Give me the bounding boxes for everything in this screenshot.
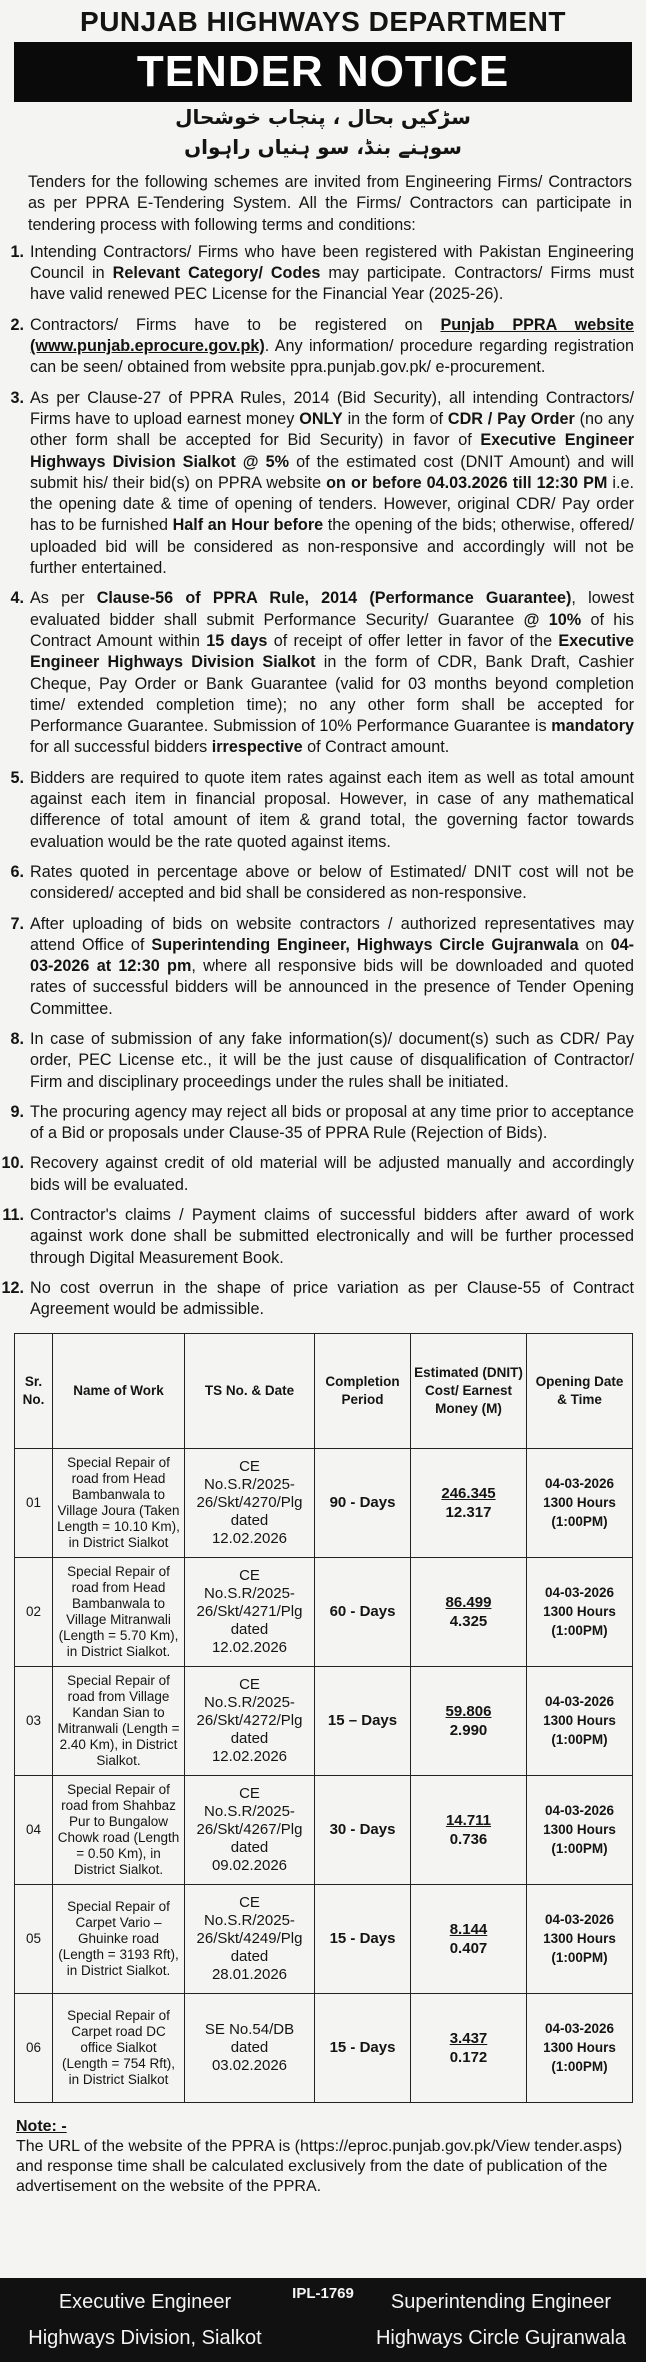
cell-period: 60 - Days xyxy=(315,1557,411,1666)
ts-line: 28.01.2026 xyxy=(211,1965,288,1983)
clause-text: Intending Contractors/ Firms who have been registered with Pakistan Engineering Council in Relevant Category/ Codes may participate. Contractors/ Firms must have valid renewed PEC License for the Financial Year (2025-26). xyxy=(30,242,634,304)
clause-item xyxy=(0,1205,634,1269)
ts-line: dated xyxy=(230,1729,269,1747)
ts-line: No.S.R/2025-26/Skt/4249/Plg xyxy=(196,1911,303,1947)
tender-notice-title: TENDER NOTICE xyxy=(14,42,632,102)
opening-hours: 1300 Hours xyxy=(543,1495,616,1511)
cell-cost xyxy=(411,1557,527,1666)
col-header-cost: Estimated (DNIT) Cost/ Earnest Money (M) xyxy=(411,1333,527,1448)
opening-time: (1:00PM) xyxy=(551,1841,608,1857)
ts-line: 12.02.2026 xyxy=(211,1638,288,1656)
opening-time: (1:00PM) xyxy=(551,1732,608,1748)
urdu-slogan-line-2: سوہنے بنڈ، سو ہنیاں راہواں xyxy=(184,135,462,159)
cell-opening xyxy=(527,1448,633,1557)
signatory-office: Highways Circle Gujranwala xyxy=(375,2327,627,2349)
opening-time: (1:00PM) xyxy=(551,1514,608,1530)
department-name: PUNJAB HIGHWAYS DEPARTMENT xyxy=(80,6,566,37)
estimated-cost: 8.144 xyxy=(449,1920,488,1938)
opening-date: 04-03-2026 xyxy=(544,2021,615,2037)
estimated-cost: 59.806 xyxy=(445,1702,492,1720)
clause-item xyxy=(0,242,634,306)
clause-item xyxy=(0,388,634,580)
col-header-ts: TS No. & Date xyxy=(185,1333,315,1448)
estimated-cost: 3.437 xyxy=(449,2029,488,2047)
cell-cost xyxy=(411,1884,527,1993)
earnest-money: 0.407 xyxy=(449,1939,488,1957)
cell-period: 15 - Days xyxy=(315,1993,411,2102)
cell-cost xyxy=(411,1448,527,1557)
cell-work: Special Repair of road from Village Kandan Sian to Mitranwali (Length = 2.40 Km), in District Sialkot. xyxy=(53,1666,185,1775)
cell-period: 15 – Days xyxy=(315,1666,411,1775)
table-row xyxy=(15,1448,633,1557)
cell-sr: 04 xyxy=(15,1775,53,1884)
clause-number: 3. xyxy=(10,388,24,407)
cell-work: Special Repair of road from Head Bambanwala to Village Joura (Taken Length = 10.10 Km), in District Sialkot xyxy=(53,1448,185,1557)
clause-text: Rates quoted in percentage above or below of Estimated/ DNIT cost will not be considered/ accepted and bid shall be considered as non-responsive. xyxy=(30,862,634,903)
cell-opening xyxy=(527,1775,633,1884)
clause-item xyxy=(0,1153,634,1196)
table-row xyxy=(15,1775,633,1884)
opening-time: (1:00PM) xyxy=(551,1623,608,1639)
clause-number: 6. xyxy=(10,862,24,881)
cell-period: 15 - Days xyxy=(315,1884,411,1993)
cell-ts xyxy=(185,1557,315,1666)
cell-work: Special Repair of road from Head Bambanwala to Village Mitranwali (Length = 5.70 Km), in District Sialkot. xyxy=(53,1557,185,1666)
clause-text: Bidders are required to quote item rates against each item as well as total amount against each item in financial proposal. However, in case of any mathematical difference of total amount of item & grand total, the governing factor towards evaluation would be the rate quoted against items. xyxy=(30,768,634,851)
opening-hours: 1300 Hours xyxy=(543,1604,616,1620)
cell-ts xyxy=(185,1448,315,1557)
table-row xyxy=(15,1884,633,1993)
clause-text: Recovery against credit of old material will be adjusted manually and accordingly bids will be evaluated. xyxy=(30,1154,634,1194)
signatory-title: Superintending Engineer xyxy=(390,2291,612,2313)
earnest-money: 0.172 xyxy=(449,2048,488,2066)
cell-work: Special Repair of road from Shahbaz Pur to Bungalow Chowk road (Length = 0.50 Km), in District Sialkot. xyxy=(53,1775,185,1884)
cell-cost xyxy=(411,1666,527,1775)
earnest-money: 12.317 xyxy=(445,1503,492,1521)
clause-item xyxy=(0,1278,634,1321)
opening-date: 04-03-2026 xyxy=(544,1803,615,1819)
estimated-cost: 86.499 xyxy=(445,1593,492,1611)
opening-date: 04-03-2026 xyxy=(544,1694,615,1710)
earnest-money: 2.990 xyxy=(449,1721,488,1739)
cell-work: Special Repair of Carpet road DC office Sialkot (Length = 754 Rft), in District Sialkot xyxy=(53,1993,185,2102)
opening-time: (1:00PM) xyxy=(551,1950,608,1966)
estimated-cost: 246.345 xyxy=(441,1484,496,1502)
earnest-money: 0.736 xyxy=(449,1830,488,1848)
clause-text: As per Clause-27 of PPRA Rules, 2014 (Bid Security), all intending Contractors/ Firms have to upload earnest money ONLY in the form of CDR / Pay Order (no any other form shall be accepted for Bid Security) in favor of Executive Engineer Highways Division Sialkot @ 5% of the estimated cost (DNIT Amount) and will submit his/ their bid(s) on PPRA website on or before 04.03.2026 till 12:30 PM i.e. the opening date & time of opening of tenders. However, original CDR/ Pay order has to be furnished Half an Hour before the opening of the bids; otherwise, offered/ uploaded bid will be considered as non-responsive and accordingly will not be further entertained. xyxy=(30,388,635,578)
works-table xyxy=(14,1333,633,2103)
cell-opening xyxy=(527,1993,633,2102)
clause-number: 5. xyxy=(10,768,24,787)
ts-line: dated xyxy=(230,1511,269,1529)
cell-opening xyxy=(527,1666,633,1775)
ts-line: 12.02.2026 xyxy=(211,1747,288,1765)
cell-opening xyxy=(527,1557,633,1666)
clause-text: After uploading of bids on website contractors / authorized representatives may attend Office of Superintending Engineer, Highways Circle Gujranwala on 04-03-2026 at 12:30 pm, where all responsive bids will be downloaded and quoted rates of successful bidders will be announced in the presence of Tender Opening Committee. xyxy=(30,914,634,1018)
opening-date: 04-03-2026 xyxy=(544,1912,615,1928)
ts-line: CE xyxy=(239,1566,260,1584)
superintending-engineer-signature xyxy=(366,2284,636,2356)
clause-number: 10. xyxy=(1,1154,24,1173)
table-header-row xyxy=(15,1333,633,1448)
clause-text: The procuring agency may reject all bids or proposal at any time prior to acceptance of a Bid or proposals under Clause-35 of PPRA Rule (Rejection of Bids). xyxy=(30,1102,634,1143)
ts-line: dated xyxy=(230,1620,269,1638)
opening-date: 04-03-2026 xyxy=(544,1476,615,1492)
ts-line: dated xyxy=(230,1947,269,1965)
terms-and-conditions-list xyxy=(0,242,634,1321)
cell-opening xyxy=(527,1884,633,1993)
note-title: Note: - xyxy=(16,2117,67,2135)
clause-text: As per Clause-56 of PPRA Rule, 2014 (Performance Guarantee), lowest evaluated bidder shall submit Performance Security/ Guarantee @ 10% of his Contract Amount within 15 days of receipt of offer letter in favor of the Executive Engineer Highways Division Sialkot in the form of CDR, Bank Draft, Cashier Cheque, Pay Order or Bank Guarantee (valid for 03 months beyond completion time/ extended completion time); no any other form shall be accepted for Performance Guarantee. Submission of 10% Performance Guarantee is mandatory for all successful bidders irrespective of Contract amount. xyxy=(30,589,635,757)
cell-ts xyxy=(185,1666,315,1775)
ts-line: No.S.R/2025-26/Skt/4272/Plg xyxy=(196,1693,303,1729)
intro-paragraph: Tenders for the following schemes are invited from Engineering Firms/ Contractors as per PPRA E-Tendering System. All the Firms/ Contractors can participate in tendering process with following terms and conditions: xyxy=(28,173,632,234)
opening-hours: 1300 Hours xyxy=(543,1822,616,1838)
clause-item xyxy=(0,862,634,905)
cell-sr: 01 xyxy=(15,1448,53,1557)
clause-number: 4. xyxy=(10,589,24,608)
clause-item xyxy=(0,588,634,758)
cell-sr: 03 xyxy=(15,1666,53,1775)
executive-engineer-signature xyxy=(10,2284,280,2356)
cell-work: Special Repair of Carpet Vario – Ghuinke road (Length = 3193 Rft), in District Sialkot. xyxy=(53,1884,185,1993)
col-header-period: Completion Period xyxy=(315,1333,411,1448)
ts-line: SE No.54/DB xyxy=(204,2020,295,2038)
cell-ts xyxy=(185,1993,315,2102)
ts-line: No.S.R/2025-26/Skt/4267/Plg xyxy=(196,1802,303,1838)
clause-number: 1. xyxy=(10,242,24,261)
ipl-number: IPL-1769 xyxy=(292,2285,354,2302)
ts-line: 03.02.2026 xyxy=(211,2056,288,2074)
clause-item xyxy=(0,914,634,1020)
ts-line: dated xyxy=(230,2038,269,2056)
table-row xyxy=(15,1557,633,1666)
cell-ts xyxy=(185,1884,315,1993)
signatory-title: Executive Engineer xyxy=(58,2291,232,2313)
clause-number: 9. xyxy=(10,1102,24,1121)
clause-number: 7. xyxy=(10,914,24,933)
clause-text: No cost overrun in the shape of price variation as per Clause-55 of Contract Agreement would be admissible. xyxy=(30,1278,634,1319)
cell-ts xyxy=(185,1775,315,1884)
clause-number: 8. xyxy=(10,1029,24,1048)
ts-line: CE xyxy=(239,1784,260,1802)
cell-cost xyxy=(411,1993,527,2102)
cell-period: 30 - Days xyxy=(315,1775,411,1884)
table-row xyxy=(15,1993,633,2102)
opening-hours: 1300 Hours xyxy=(543,1713,616,1729)
notice-header xyxy=(0,0,646,162)
ts-line: CE xyxy=(239,1457,260,1475)
clause-text: In case of submission of any fake information(s)/ document(s) such as CDR/ Pay order, PEC License etc., it will be the just cause of disqualification of Contractor/ Firm and disciplinary proceedings under the rules shall be initiated. xyxy=(30,1029,634,1091)
col-header-sr: Sr. No. xyxy=(15,1333,53,1448)
ts-line: No.S.R/2025-26/Skt/4271/Plg xyxy=(196,1584,303,1620)
table-row xyxy=(15,1666,633,1775)
ts-line: 12.02.2026 xyxy=(211,1529,288,1547)
note-text: The URL of the website of the PPRA is (https://eproc.punjab.gov.pk/View tender.asps) and response time shall be calculated exclusively from the date of publication of the advertisement on the website of the PPRA. xyxy=(16,2137,623,2195)
clause-text: Contractor's claims / Payment claims of successful bidders after award of work against work done shall be submitted electronically and will be further processed through Digital Measurement Book. xyxy=(30,1206,634,1267)
ts-line: CE xyxy=(239,1675,260,1693)
col-header-work: Name of Work xyxy=(53,1333,185,1448)
clause-item xyxy=(0,1029,634,1093)
cell-cost xyxy=(411,1775,527,1884)
cell-period: 90 - Days xyxy=(315,1448,411,1557)
estimated-cost: 14.711 xyxy=(445,1811,492,1829)
urdu-slogan-line-1: سڑکیں بحال ، پنجاب خوشحال xyxy=(175,105,471,129)
clause-item xyxy=(0,315,634,379)
ts-line: No.S.R/2025-26/Skt/4270/Plg xyxy=(196,1475,303,1511)
note-section xyxy=(16,2117,632,2197)
cell-sr: 02 xyxy=(15,1557,53,1666)
opening-time: (1:00PM) xyxy=(551,2059,608,2075)
opening-hours: 1300 Hours xyxy=(543,1931,616,1947)
earnest-money: 4.325 xyxy=(449,1612,488,1630)
cell-sr: 05 xyxy=(15,1884,53,1993)
clause-number: 2. xyxy=(10,315,24,334)
signature-footer xyxy=(0,2278,646,2362)
clause-number: 12. xyxy=(1,1278,24,1297)
ts-line: CE xyxy=(239,1893,260,1911)
signatory-office: Highways Division, Sialkot xyxy=(28,2327,262,2349)
ts-line: dated xyxy=(230,1838,269,1856)
works-table-body xyxy=(15,1448,633,2102)
clause-item xyxy=(0,1102,634,1145)
ts-line: 09.02.2026 xyxy=(211,1856,288,1874)
opening-hours: 1300 Hours xyxy=(543,2040,616,2056)
clause-item xyxy=(0,768,634,853)
clause-number: 11. xyxy=(2,1206,24,1225)
cell-sr: 06 xyxy=(15,1993,53,2102)
clause-text: Contractors/ Firms have to be registered on Punjab PPRA website (www.punjab.eprocure.gov.pk). Any information/ procedure regarding registration can be seen/ obtained from website ppra.punjab.gov.pk/ e-procurement. xyxy=(30,315,634,377)
opening-date: 04-03-2026 xyxy=(544,1585,615,1601)
col-header-opening: Opening Date & Time xyxy=(527,1333,633,1448)
